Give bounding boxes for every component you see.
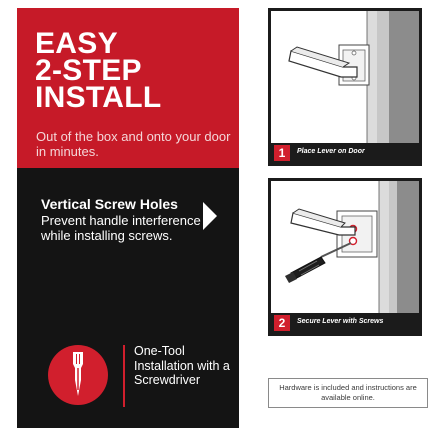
feature-panel <box>17 8 239 428</box>
step-2-panel <box>268 178 422 336</box>
headline-line-3: INSTALL <box>35 81 162 114</box>
arrow-right-icon <box>203 202 217 230</box>
headline-line-1: EASY <box>35 27 118 60</box>
screwdriver-tip-icon <box>47 344 109 406</box>
step-1-panel <box>268 8 422 166</box>
divider <box>123 345 125 407</box>
hardware-note: Hardware is included and instructions are available online. <box>268 378 428 408</box>
step-2-number: 2 <box>274 315 290 331</box>
headline-block <box>17 8 239 168</box>
lever-handle-icon <box>271 11 419 145</box>
step-1-caption-bar <box>271 143 419 163</box>
step-1-label: Place Lever on Door <box>297 148 365 155</box>
screwdriver-icon <box>271 181 419 315</box>
tool-description: One-Tool Installation with a Screwdriver <box>134 344 230 387</box>
step-1-number: 1 <box>274 145 290 161</box>
step-2-caption-bar <box>271 313 419 333</box>
feature-title: Vertical Screw Holes <box>41 196 178 212</box>
headline-line-2: 2-STEP <box>35 54 142 87</box>
headline-subtitle: Out of the box and onto your door in minutes. <box>36 129 231 159</box>
headline <box>35 27 162 114</box>
feature-description: Prevent handle interference while installing screws. <box>41 213 201 243</box>
step-2-label: Secure Lever with Screws <box>297 318 384 325</box>
